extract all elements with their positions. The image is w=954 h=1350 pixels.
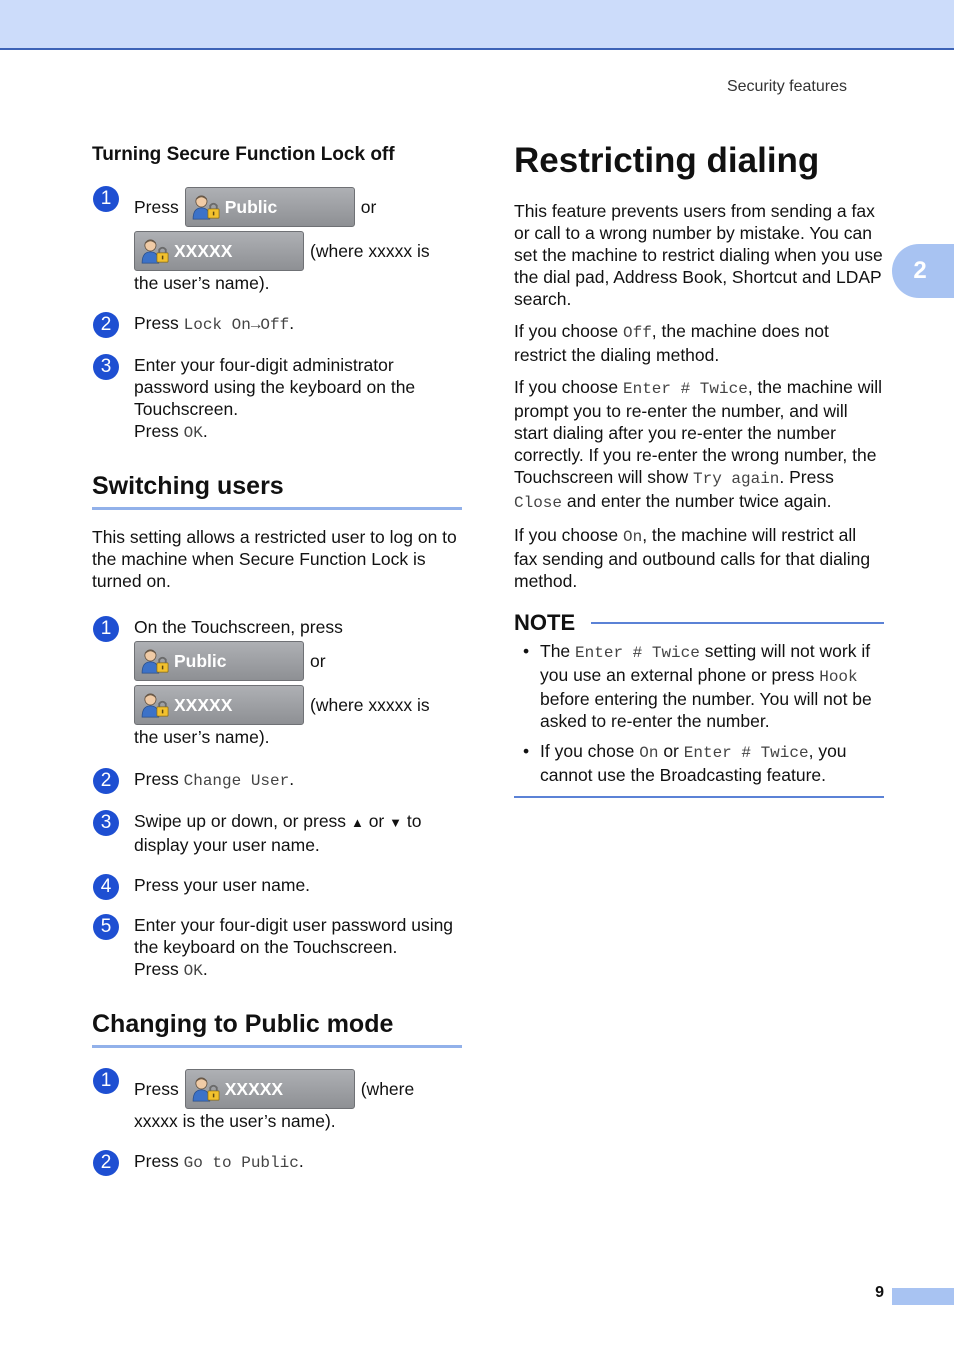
user-button[interactable] xyxy=(134,685,304,725)
up-arrow-icon: ▲ xyxy=(350,815,364,830)
running-head: Security features xyxy=(726,78,847,95)
right-column xyxy=(514,140,884,798)
step-text: Press your user name. xyxy=(134,875,311,895)
step-number: 2 xyxy=(93,312,119,338)
left-column xyxy=(92,142,462,1174)
menu-command: Off xyxy=(622,324,652,342)
menu-command: Lock On→Off xyxy=(183,316,290,334)
period: . xyxy=(202,959,208,979)
user-button-label: XXXXX xyxy=(224,1078,284,1099)
text: and enter the number twice again. xyxy=(566,491,832,511)
menu-command: OK xyxy=(183,962,203,980)
page-number: 9 xyxy=(875,1284,884,1301)
step-5 xyxy=(92,914,462,982)
step-text: On the Touchscreen, press xyxy=(134,617,343,637)
section-title-public-mode: Changing to Public mode xyxy=(92,1008,462,1048)
menu-command: On xyxy=(639,744,659,762)
page-title: Restricting dialing xyxy=(514,141,820,180)
menu-command: Enter # Twice xyxy=(575,644,700,662)
note-rule xyxy=(591,622,884,624)
period: . xyxy=(298,1151,304,1171)
step-2 xyxy=(92,768,462,792)
step-text: Swipe up or down, or press xyxy=(134,811,347,831)
or-text: or xyxy=(310,651,326,671)
step-2 xyxy=(92,1150,462,1174)
user-lock-icon xyxy=(141,648,171,674)
text: If you choose xyxy=(514,377,619,397)
where-text: (where xyxy=(360,1079,415,1099)
step-text: Press xyxy=(134,1151,179,1171)
step-text: Press xyxy=(134,421,179,441)
section-title-switching-users: Switching users xyxy=(92,470,462,510)
where-text: (where xxxxx is xyxy=(310,241,430,261)
menu-command: Enter # Twice xyxy=(622,380,748,398)
user-button[interactable] xyxy=(185,1069,355,1109)
step-text: Enter your four-digit user password using the keyboard on the Touchscreen. xyxy=(134,915,454,957)
user-lock-icon xyxy=(141,238,171,264)
menu-command: Enter # Twice xyxy=(683,744,809,762)
user-lock-icon xyxy=(192,1076,222,1102)
text: If you chose xyxy=(540,741,635,761)
paragraph xyxy=(514,320,884,366)
period: . xyxy=(202,421,208,441)
down-arrow-icon: ▼ xyxy=(389,815,402,830)
or-text: or xyxy=(368,811,385,831)
text: , the machine will restrict all fax sending and outbound calls for that dialing method. xyxy=(514,525,871,591)
menu-command: Go to Public xyxy=(183,1154,299,1172)
text: If you choose xyxy=(514,525,619,545)
where-text: (where xxxxx is xyxy=(310,695,430,715)
user-button-label: XXXXX xyxy=(174,240,233,261)
user-lock-icon xyxy=(141,692,171,718)
public-button-label: Public xyxy=(224,196,278,217)
note-title: NOTE xyxy=(514,610,576,635)
step-number: 3 xyxy=(93,810,119,836)
step-number: 1 xyxy=(93,186,119,212)
step-text: the user’s name). xyxy=(134,727,270,747)
step-number: 4 xyxy=(93,874,119,900)
step-number: 3 xyxy=(93,354,119,380)
menu-command: Hook xyxy=(819,668,858,686)
step-2 xyxy=(92,312,462,336)
public-button-label: Public xyxy=(174,650,227,671)
step-4 xyxy=(92,874,462,896)
chapter-tab: 2 xyxy=(892,244,954,298)
section-title-turning-off: Turning Secure Function Lock off xyxy=(92,144,395,165)
text: , the machine does not restrict the dialing method. xyxy=(514,321,829,365)
step-number: 2 xyxy=(93,1150,119,1176)
step-number: 5 xyxy=(93,914,119,940)
step-3 xyxy=(92,354,462,444)
text: , the machine will prompt you to re-enter the number, and will start dialing after you re-enter the number correctly. If you re-enter the wrong number, the Touchscreen will show xyxy=(514,377,883,487)
user-button-label: XXXXX xyxy=(174,694,233,715)
note-box xyxy=(514,610,884,798)
text: The xyxy=(540,641,571,661)
section-intro: This setting allows a restricted user to log on to the machine when Secure Function Lock is turned on. xyxy=(92,527,457,591)
step-text: Press xyxy=(134,197,179,217)
text: setting will not work if you use an external phone or press xyxy=(540,641,871,685)
text: If you choose xyxy=(514,321,619,341)
text: or xyxy=(663,741,679,761)
step-number: 1 xyxy=(93,1068,119,1094)
step-text: to display your user name. xyxy=(134,811,422,855)
step-3 xyxy=(92,810,462,856)
menu-command: Change User xyxy=(183,772,290,790)
or-text: or xyxy=(360,197,377,217)
paragraph xyxy=(514,376,884,514)
step-text: Press xyxy=(134,769,179,789)
step-text: Enter your four-digit administrator password using the keyboard on the Touchscreen. xyxy=(134,355,416,419)
menu-command: Close xyxy=(514,494,563,512)
text: before entering the number. You will not be asked to re-enter the number. xyxy=(540,689,872,731)
text: , you cannot use the Broadcasting feature. xyxy=(540,741,847,785)
page-tab xyxy=(892,1288,954,1305)
menu-command: OK xyxy=(183,424,203,442)
step-text: Press xyxy=(134,1079,179,1099)
user-button[interactable] xyxy=(134,231,304,271)
public-button[interactable] xyxy=(134,641,304,681)
paragraph: This feature prevents users from sending a fax or call to a wrong number by mistake. You can set the machine to restrict dialing when you use the dial pad, Address Book, Shortcut and LDAP search. xyxy=(514,201,883,309)
user-lock-icon xyxy=(192,194,222,220)
menu-command: Try again xyxy=(692,470,780,488)
text: . Press xyxy=(779,467,834,487)
public-button[interactable] xyxy=(185,187,355,227)
note-bullet xyxy=(514,640,884,732)
header-band xyxy=(0,0,954,50)
step-1 xyxy=(92,1068,462,1132)
step-text: xxxxx is the user’s name). xyxy=(134,1111,336,1131)
note-bullet xyxy=(514,740,884,786)
step-number: 2 xyxy=(93,768,119,794)
step-text: Press xyxy=(134,959,179,979)
step-1 xyxy=(92,186,462,294)
step-text: the user’s name). xyxy=(134,273,270,293)
step-number: 1 xyxy=(93,616,119,642)
step-text: Press xyxy=(134,313,179,333)
menu-command: On xyxy=(622,528,643,546)
step-1 xyxy=(92,616,462,748)
paragraph xyxy=(514,524,884,592)
period: . xyxy=(289,769,295,789)
bullet-dot: • xyxy=(523,641,530,661)
period: . xyxy=(289,313,295,333)
bullet-dot: • xyxy=(523,741,530,761)
